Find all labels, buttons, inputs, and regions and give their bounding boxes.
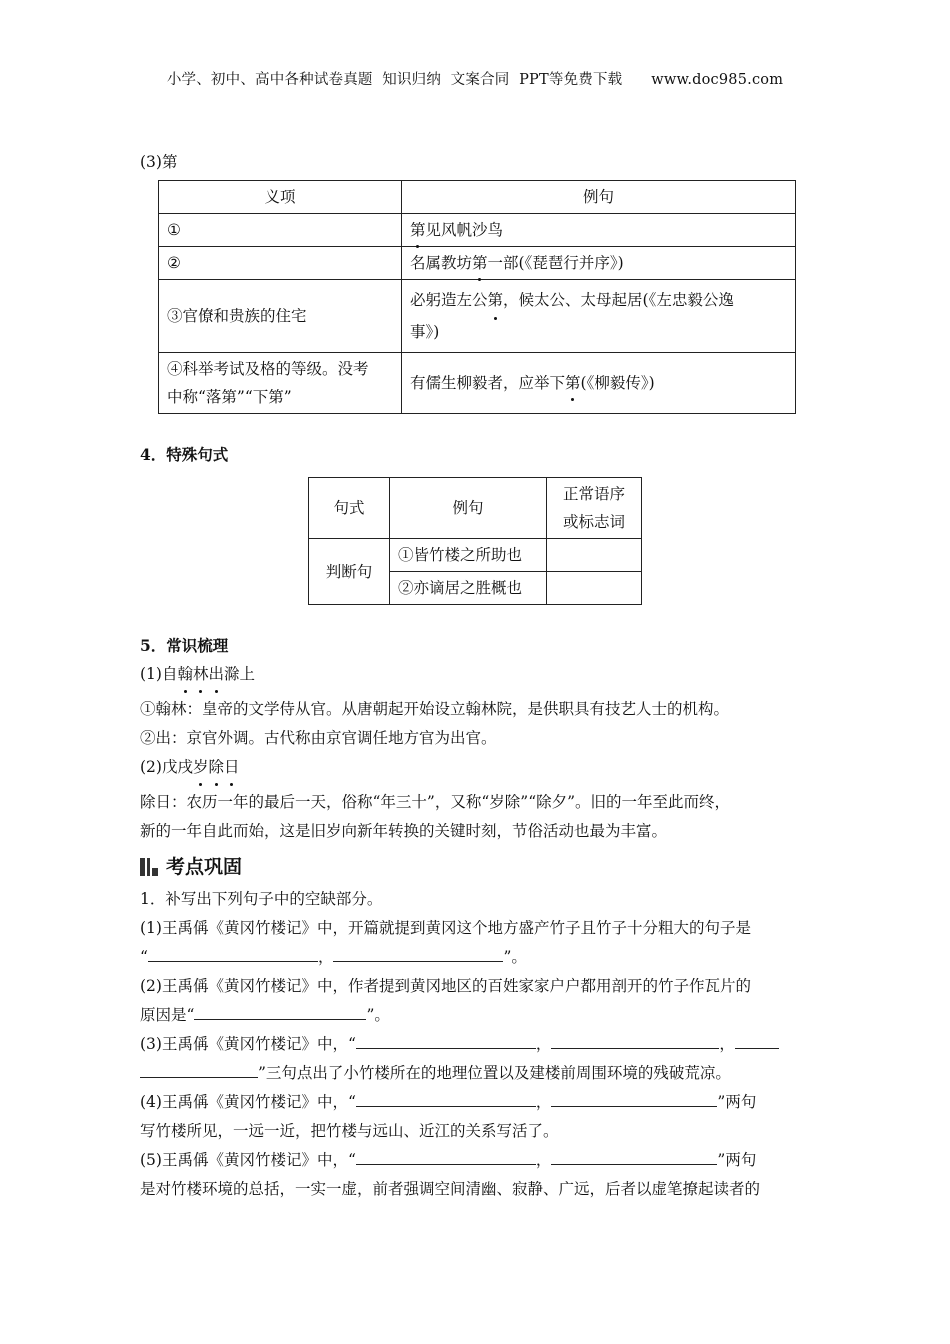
question-1-3: (3)王禹偁《黄冈竹楼记》中，“ ， ， xyxy=(140,1030,812,1059)
meaning-table xyxy=(158,180,796,414)
table-row xyxy=(159,247,796,280)
item2-line2: 新的一年自此而始，这是旧岁向新年转换的关键时刻，节俗活动也最为丰富。 xyxy=(140,822,668,840)
question-1-5-cont: 是对竹楼环境的总括，一实一虚，前者强调空间清幽、寂静、广远，后者以虚笔撩起读者的 xyxy=(140,1180,761,1198)
example-cell: 必躬造左公第，候太公、太母起居(《左忠毅公逸 事》) xyxy=(402,280,796,353)
answer-blank[interactable] xyxy=(551,1148,717,1165)
answer-blank[interactable] xyxy=(356,1032,536,1049)
page-content xyxy=(140,148,812,1204)
question-1-2-blanks: 原因是“ ”。 xyxy=(140,1001,812,1030)
item1-title: (1)自翰林出滁上 xyxy=(140,660,812,689)
question-1-1: (1)王禹偁《黄冈竹楼记》中，开篇就提到黄冈这个地方盛产竹子且竹子十分粗大的句子是 xyxy=(140,919,751,937)
question-1-4-cont: 写竹楼所见，一远一近，把竹楼与远山、近江的关系写活了。 xyxy=(140,1122,559,1140)
col-header-normal-order: 正常语序 或标志词 xyxy=(547,478,642,539)
emphasis-char: 第 xyxy=(565,369,581,397)
table-row xyxy=(309,539,642,572)
example-cell: 第见风帆沙鸟 xyxy=(402,214,796,247)
answer-blank[interactable] xyxy=(735,1032,779,1049)
emphasis-char: 第 xyxy=(410,216,426,244)
pattern-cell: 判断句 xyxy=(309,539,390,605)
answer-blank[interactable] xyxy=(551,1090,717,1107)
question-1-4: (4)王禹偁《黄冈竹楼记》中，“ ， ”两句 xyxy=(140,1088,812,1117)
answer-blank[interactable] xyxy=(194,1003,366,1020)
emphasis-char: 第 xyxy=(488,284,504,316)
question-1-1-blanks: “ ， ”。 xyxy=(140,943,812,972)
item1-line2: ②出：京官外调。古代称由京官调任地方官为出官。 xyxy=(140,729,497,747)
emphasis-char: 第 xyxy=(472,249,488,277)
table-header-row xyxy=(159,181,796,214)
practice-heading: 考点巩固 xyxy=(140,852,812,879)
section-bars-icon xyxy=(140,856,158,876)
item2-line1: 除日：农历一年的最后一天，俗称“年三十”，又称“岁除”“除夕”。旧的一年至此而终， xyxy=(140,793,731,811)
answer-blank[interactable] xyxy=(356,1148,536,1165)
section3-title: (3)第 xyxy=(140,153,178,171)
answer-cell xyxy=(547,572,642,605)
section4-title: 4．特殊句式 xyxy=(140,445,229,464)
table-row xyxy=(159,353,796,414)
question-1: 1．补写出下列句子中的空缺部分。 xyxy=(140,890,383,908)
meaning-cell: ① xyxy=(159,214,402,247)
page-header: 小学、初中、高中各种试卷真题 知识归纳 文案合同 PPT等免费下载 www.doc985.com xyxy=(166,72,784,88)
col-header-pattern: 句式 xyxy=(309,478,390,539)
answer-blank[interactable] xyxy=(148,945,318,962)
item1-line1: ①翰林：皇帝的文学侍从官。从唐朝起开始设立翰林院，是供职具有技艺人士的机构。 xyxy=(140,700,730,718)
answer-blank[interactable] xyxy=(140,1061,258,1078)
question-1-5: (5)王禹偁《黄冈竹楼记》中，“ ， ”两句 xyxy=(140,1146,812,1175)
table-header-row xyxy=(309,478,642,539)
sentence-pattern-table xyxy=(308,477,642,605)
answer-cell xyxy=(547,539,642,572)
question-1-2: (2)王禹偁《黄冈竹楼记》中，作者提到黄冈地区的百姓家家户户都用剖开的竹子作瓦片的 xyxy=(140,977,751,995)
example-cell: ②亦谪居之胜概也 xyxy=(390,572,547,605)
example-cell: ①皆竹楼之所助也 xyxy=(390,539,547,572)
section5-title: 5．常识梳理 xyxy=(140,636,229,655)
table-row xyxy=(159,214,796,247)
question-1-3-cont: ”三句点出了小竹楼所在的地理位置以及建楼前周围环境的残破荒凉。 xyxy=(140,1059,812,1088)
answer-blank[interactable] xyxy=(356,1090,536,1107)
meaning-cell: ② xyxy=(159,247,402,280)
col-header-example: 例句 xyxy=(390,478,547,539)
answer-blank[interactable] xyxy=(551,1032,719,1049)
col-header-meaning: 义项 xyxy=(159,181,402,214)
table-row xyxy=(159,280,796,353)
meaning-cell: ③官僚和贵族的住宅 xyxy=(159,280,402,353)
example-cell: 名属教坊第一部(《琵琶行并序》) xyxy=(402,247,796,280)
example-cell: 有儒生柳毅者，应举下第(《柳毅传》) xyxy=(402,353,796,414)
answer-blank[interactable] xyxy=(333,945,503,962)
meaning-cell: ④科举考试及格的等级。没考 中称“落第”“下第” xyxy=(159,353,402,414)
item2-title: (2)戊戌岁除日 xyxy=(140,753,812,782)
col-header-example: 例句 xyxy=(402,181,796,214)
